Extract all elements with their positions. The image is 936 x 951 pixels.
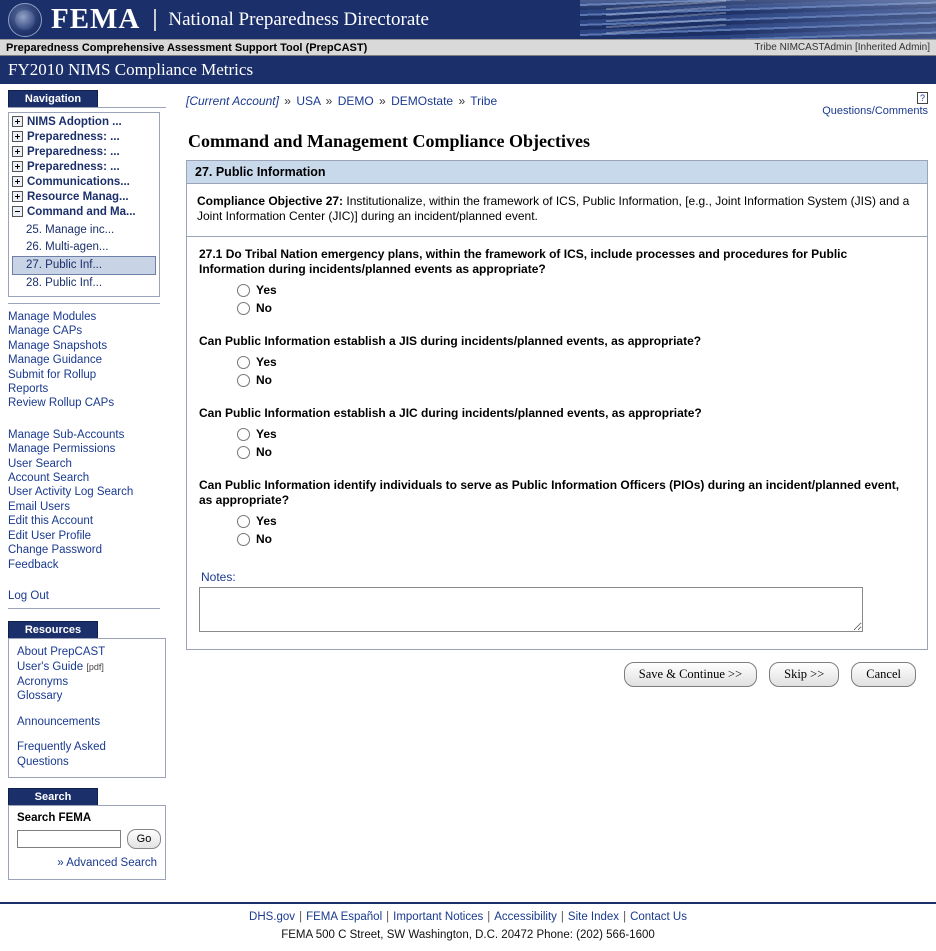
footer-divider: | — [299, 911, 303, 924]
question-text: Can Public Information establish a JIS during incidents/planned events, as appropriate? — [199, 334, 702, 348]
link-fema-espanol[interactable]: FEMA Español — [306, 911, 383, 924]
question-block-4 — [199, 478, 915, 548]
save-and-continue-button[interactable]: Save & Continue >> — [624, 662, 757, 687]
link-email-users[interactable]: Email Users — [8, 500, 70, 513]
sidebar-item-label: Command and Ma... — [27, 206, 136, 218]
sidebar-item-resource-management[interactable] — [12, 190, 156, 204]
sidebar-item-label: Preparedness: ... — [27, 131, 120, 143]
sidebar-item-28-public-information[interactable]: 28. Public Inf... — [26, 277, 103, 289]
radio-row-yes[interactable] — [199, 281, 915, 299]
search-panel-body — [8, 805, 166, 880]
link-site-index[interactable]: Site Index — [567, 911, 620, 924]
spacer — [17, 729, 157, 740]
resources-panel-header: Resources — [8, 621, 98, 638]
link-manage-guidance[interactable]: Manage Guidance — [8, 354, 102, 367]
breadcrumb-separator: » — [379, 94, 386, 108]
link-accessibility[interactable]: Accessibility — [494, 911, 557, 924]
radio-label-yes[interactable]: Yes — [256, 427, 277, 441]
link-change-password[interactable]: Change Password — [8, 544, 102, 557]
account-status: Tribe NIMCASTAdmin [Inherited Admin] — [754, 42, 930, 53]
radio-q4-yes[interactable] — [237, 515, 250, 528]
expand-plus-icon[interactable] — [12, 161, 23, 172]
navigation-subtree — [12, 222, 156, 292]
radio-row-no[interactable] — [199, 530, 915, 548]
radio-q1-yes[interactable] — [237, 284, 250, 297]
radio-label-no[interactable]: No — [256, 532, 272, 546]
breadcrumb-item-demo[interactable]: DEMO — [337, 94, 374, 108]
cancel-button[interactable]: Cancel — [851, 662, 916, 687]
expand-plus-icon[interactable] — [12, 146, 23, 157]
footer-links — [249, 911, 687, 923]
radio-row-yes[interactable] — [199, 512, 915, 530]
radio-label-yes[interactable]: Yes — [256, 355, 277, 369]
footer-address: FEMA 500 C Street, SW Washington, D.C. 20472 Phone: (202) 566-1600 — [281, 929, 655, 942]
sidebar-item-label: Preparedness: ... — [27, 161, 120, 173]
spacer — [17, 704, 157, 715]
link-submit-for-rollup[interactable]: Submit for Rollup — [8, 368, 97, 381]
sidebar-item-27-public-information[interactable]: 27. Public Inf... — [12, 256, 156, 275]
link-contact-us[interactable]: Contact Us — [630, 911, 687, 924]
expand-plus-icon[interactable] — [12, 176, 23, 187]
breadcrumb-item-usa[interactable]: USA — [296, 94, 321, 108]
link-reports[interactable]: Reports — [8, 383, 49, 396]
sidebar-item-label: Communications... — [27, 176, 130, 188]
fema-seal-icon — [8, 3, 42, 37]
fema-wordmark: FEMA — [51, 3, 141, 35]
sidebar-item-26-multi-agency[interactable]: 26. Multi-agen... — [26, 241, 109, 253]
breadcrumb — [186, 92, 497, 108]
link-edit-this-account[interactable]: Edit this Account — [8, 515, 94, 528]
radio-q3-no[interactable] — [237, 446, 250, 459]
directorate-title: National Preparedness Directorate — [154, 9, 429, 31]
link-manage-caps[interactable]: Manage CAPs — [8, 325, 83, 338]
radio-q3-yes[interactable] — [237, 428, 250, 441]
resources-panel-body — [8, 638, 166, 778]
skip-button[interactable]: Skip >> — [769, 662, 839, 687]
question-block-1 — [199, 247, 915, 317]
question-text: 27.1 Do Tribal Nation emergency plans, within the framework of ICS, include processes and procedures for Public Information during incidents/planned events as appropriate? — [199, 247, 848, 276]
site-footer — [0, 902, 936, 951]
sidebar — [0, 84, 178, 880]
form-buttons — [186, 650, 928, 687]
page-body — [0, 84, 936, 880]
search-go-button[interactable]: Go — [127, 829, 161, 849]
expand-plus-icon[interactable] — [12, 131, 23, 142]
sidebar-item-label: NIMS Adoption ... — [27, 116, 122, 128]
footer-divider: | — [386, 911, 390, 924]
link-manage-snapshots[interactable]: Manage Snapshots — [8, 339, 108, 352]
compliance-objective-label: Compliance Objective 27: — [197, 194, 344, 208]
sidebar-links-group-1 — [8, 310, 168, 411]
link-manage-modules[interactable]: Manage Modules — [8, 311, 97, 323]
radio-label-no[interactable]: No — [256, 373, 272, 387]
spacer — [8, 572, 166, 583]
question-mark-icon: ? — [917, 92, 928, 104]
footer-divider: | — [623, 911, 627, 924]
navigation-tree — [8, 112, 160, 297]
link-dhs-gov[interactable]: DHS.gov — [249, 911, 296, 924]
sidebar-item-nims-adoption[interactable] — [12, 115, 156, 129]
link-manage-sub-accounts[interactable]: Manage Sub-Accounts — [8, 428, 125, 441]
link-edit-user-profile[interactable]: Edit User Profile — [8, 529, 92, 542]
radio-q1-no[interactable] — [237, 302, 250, 315]
pdf-tag: [pdf] — [86, 661, 104, 672]
sidebar-divider — [8, 303, 160, 304]
breadcrumb-separator: » — [325, 94, 333, 108]
expand-plus-icon[interactable] — [12, 191, 23, 202]
question-text: Can Public Information identify individuals to serve as Public Information Officers (PIOs) during an incident/planned event, as appropriate? — [199, 478, 900, 507]
sidebar-item-command-and-management[interactable] — [12, 205, 156, 219]
radio-row-yes[interactable] — [199, 353, 915, 371]
link-log-out[interactable]: Log Out — [8, 589, 49, 602]
link-users-guide[interactable] — [17, 660, 157, 675]
main-content — [178, 84, 936, 687]
sidebar-links-group-3 — [8, 589, 168, 603]
advanced-search-row — [17, 855, 157, 871]
collapse-minus-icon[interactable] — [12, 206, 23, 217]
sidebar-links-group-2 — [8, 428, 168, 572]
site-banner — [0, 0, 936, 39]
radio-row-no[interactable] — [199, 299, 915, 317]
link-feedback[interactable]: Feedback — [8, 558, 59, 571]
footer-divider: | — [560, 911, 564, 924]
link-label: User's Guide — [17, 660, 84, 673]
radio-q4-no[interactable] — [237, 533, 250, 546]
link-acronyms[interactable]: Acronyms — [17, 675, 69, 688]
link-glossary[interactable]: Glossary — [17, 690, 63, 703]
breadcrumb-separator: » — [284, 94, 291, 108]
breadcrumb-item-demostate[interactable]: DEMOstate — [391, 94, 454, 108]
notes-textarea[interactable] — [199, 587, 863, 632]
radio-q2-no[interactable] — [237, 374, 250, 387]
link-announcements[interactable]: Announcements — [17, 715, 101, 728]
spacer — [8, 613, 178, 621]
radio-label-no[interactable]: No — [256, 445, 272, 459]
search-input[interactable] — [17, 830, 121, 848]
search-row — [17, 829, 157, 849]
sidebar-item-preparedness-2[interactable] — [12, 145, 156, 159]
sidebar-item-communications[interactable] — [12, 175, 156, 189]
link-user-search[interactable]: User Search — [8, 457, 72, 470]
spacer — [8, 411, 166, 422]
link-review-rollup-caps[interactable]: Review Rollup CAPs — [8, 397, 115, 410]
sidebar-item-label: Resource Manag... — [27, 191, 129, 203]
questions-body — [187, 237, 927, 649]
navigation-panel-header: Navigation — [8, 90, 98, 107]
link-important-notices[interactable]: Important Notices — [393, 911, 484, 924]
search-panel-header: Search — [8, 788, 98, 805]
page-banner-label: FY2010 NIMS Compliance Metrics — [8, 60, 254, 79]
footer-divider: | — [487, 911, 491, 924]
sidebar-divider — [8, 608, 160, 609]
questions-comments[interactable] — [822, 92, 928, 117]
radio-q2-yes[interactable] — [237, 356, 250, 369]
radio-label-no[interactable]: No — [256, 301, 272, 315]
link-questions-comments[interactable]: Questions/Comments — [822, 105, 928, 117]
compliance-card — [186, 160, 928, 650]
link-advanced-search[interactable]: » Advanced Search — [57, 857, 157, 870]
sidebar-item-label: Preparedness: ... — [27, 146, 120, 158]
navigation-panel-body — [8, 107, 166, 609]
sidebar-item-preparedness-1[interactable] — [12, 130, 156, 144]
sidebar-item-25-manage-inc[interactable]: 25. Manage inc... — [26, 224, 115, 236]
link-about-prepcast[interactable]: About PrepCAST — [17, 646, 106, 659]
compliance-objective-text: Institutionalize, within the framework of ICS, Public Information, [e.g., Joint Information System (JIS) and a Joint Information Center (JIC)] during an incident/planned event. — [197, 194, 910, 223]
tool-strip — [0, 39, 936, 56]
radio-row-yes[interactable] — [199, 425, 915, 443]
breadcrumb-row — [186, 92, 928, 117]
search-heading: Search FEMA — [17, 812, 92, 825]
tool-name: Preparedness Comprehensive Assessment Support Tool (PrepCAST) — [6, 41, 368, 54]
link-manage-permissions[interactable]: Manage Permissions — [8, 443, 116, 456]
page-title: Command and Management Compliance Objectives — [188, 131, 590, 151]
radio-row-no[interactable] — [199, 443, 915, 461]
breadcrumb-item-tribe: Tribe — [470, 94, 498, 108]
sidebar-item-preparedness-3[interactable] — [12, 160, 156, 174]
radio-row-no[interactable] — [199, 371, 915, 389]
breadcrumb-separator: » — [458, 94, 466, 108]
question-text: Can Public Information establish a JIC during incidents/planned events, as appropriate? — [199, 406, 702, 420]
link-user-activity-log-search[interactable]: User Activity Log Search — [8, 486, 134, 499]
card-title: 27. Public Information — [187, 161, 927, 184]
notes-label: Notes: — [201, 570, 236, 584]
spacer — [8, 778, 178, 788]
question-block-2 — [199, 334, 915, 389]
page-banner — [0, 56, 936, 84]
link-faq[interactable]: Frequently Asked Questions — [17, 741, 106, 768]
question-block-3 — [199, 406, 915, 461]
radio-label-yes[interactable]: Yes — [256, 283, 277, 297]
expand-plus-icon[interactable] — [12, 116, 23, 127]
breadcrumb-current-account: [Current Account] — [186, 94, 279, 108]
compliance-objective — [187, 184, 927, 237]
radio-label-yes[interactable]: Yes — [256, 514, 277, 528]
link-account-search[interactable]: Account Search — [8, 472, 90, 485]
flag-graphic — [580, 0, 936, 39]
